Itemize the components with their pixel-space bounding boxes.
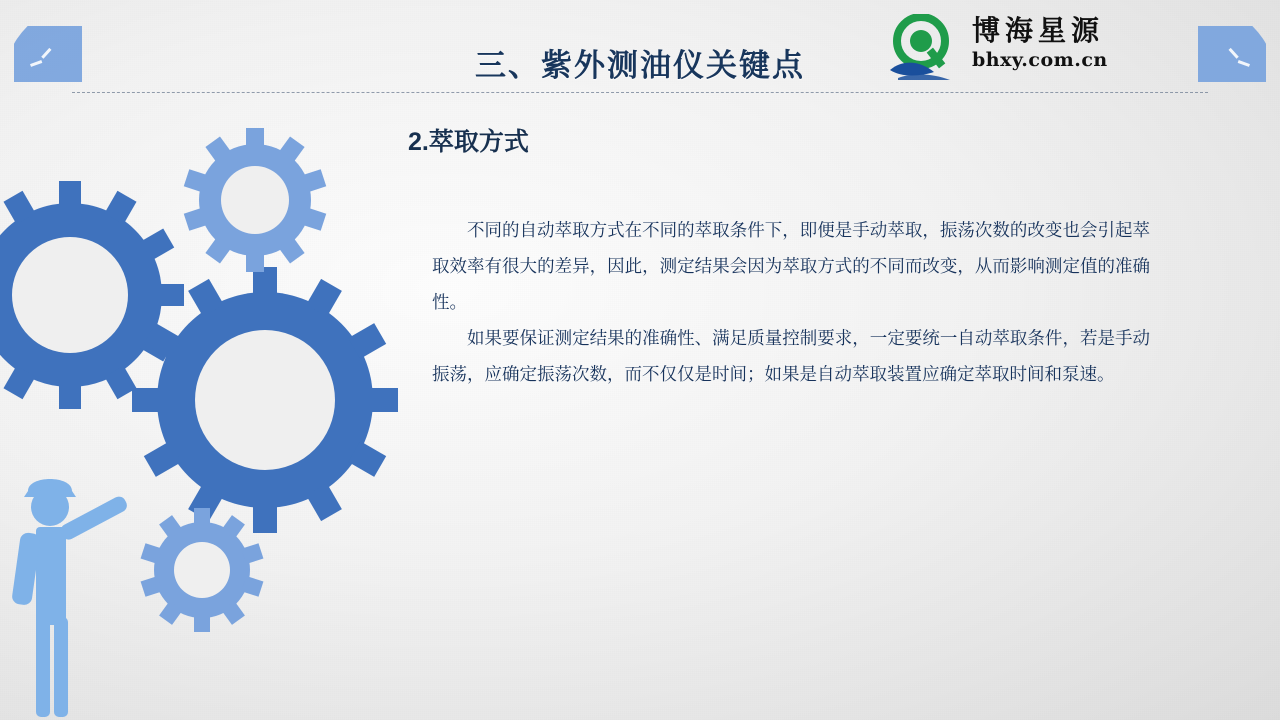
header-divider (72, 92, 1208, 93)
section-heading: 2.萃取方式 (408, 128, 529, 156)
logo-text-block (972, 16, 1182, 71)
logo-company-name-cn: 博海星源 (972, 14, 1105, 47)
paragraph-2: 如果要保证测定结果的准确性、满足质量控制要求，一定要统一自动萃取条件，若是手动振荡，应确定振荡次数，而不仅仅是时间；如果是自动萃取装置应确定萃取时间和泵速。 (432, 328, 1150, 384)
body-text (432, 212, 1150, 392)
logo-company-domain: bhxy.com.cn (972, 48, 1108, 71)
page-title: 三、紫外测油仪关键点 (475, 48, 805, 83)
worker-figure-illustration (10, 455, 200, 720)
paragraph-1: 不同的自动萃取方式在不同的萃取条件下，即便是手动萃取，振荡次数的改变也会引起萃取效率有很大的差异，因此，测定结果会因为萃取方式的不同而改变，从而影响测定值的准确性。 (432, 220, 1150, 312)
logo-mark-icon (888, 14, 964, 84)
company-logo (888, 12, 1188, 86)
